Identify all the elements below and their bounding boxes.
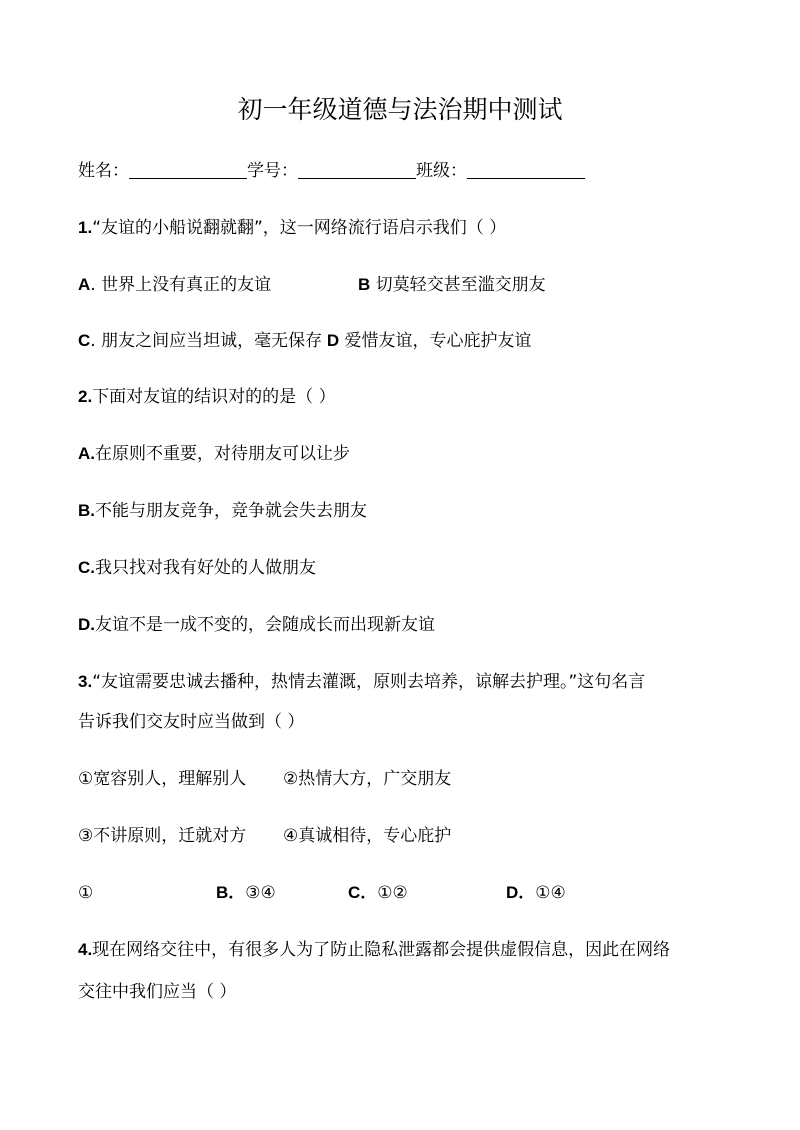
statement-1: ①宽容别人，理解别人 (78, 769, 247, 789)
question-text: 下面对友谊的结识对的的是（ ） (92, 387, 336, 407)
option-key: B． (216, 883, 246, 902)
name-blank[interactable] (129, 161, 247, 179)
page-title: 初一年级道德与法治期中测试 (237, 95, 563, 124)
statement-2: ②热情大方，广交朋友 (283, 769, 452, 789)
option-text: . 世界上没有真正的友谊 (90, 275, 272, 295)
option-key: D. (78, 615, 95, 634)
option-key: D． (506, 883, 536, 902)
option-key: B. (78, 501, 95, 520)
option-d[interactable] (506, 881, 566, 905)
question-3-options (78, 881, 718, 905)
option-b[interactable] (358, 273, 546, 297)
id-label: 学号： (247, 161, 298, 181)
question-number: 2. (78, 387, 93, 406)
option-text: . 朋友之间应当坦诚，毫无保存 (90, 331, 323, 351)
option-d[interactable] (78, 613, 435, 637)
class-blank[interactable] (467, 161, 585, 179)
statement-row-1 (78, 767, 718, 791)
option-key: C． (348, 883, 378, 902)
question-1-options-cd (78, 329, 532, 353)
option-key: A. (78, 444, 95, 463)
question-number: 3. (78, 672, 93, 691)
class-label: 班级： (416, 161, 467, 181)
name-label: 姓名： (78, 161, 129, 181)
question-3-continued: 告诉我们交友时应当做到（ ） (78, 712, 305, 732)
option-text: 爱惜友谊，专心庇护友谊 (339, 331, 532, 351)
option-text: ③④ (245, 883, 276, 903)
option-b[interactable] (78, 499, 367, 523)
option-text: ①② (377, 883, 408, 903)
question-text: “友谊需要忠诚去播种，热情去灌溉，原则去培养，谅解去护理。”这句名言 (92, 672, 646, 692)
option-text: ①④ (535, 883, 566, 903)
question-4-continued: 交往中我们应当（ ） (78, 982, 237, 1002)
option-text: 我只找对我有好处的人做朋友 (95, 558, 316, 578)
option-key: C. (78, 558, 95, 577)
option-text: 友谊不是一成不变的，会随成长而出现新友谊 (95, 615, 435, 635)
question-text: “友谊的小船说翻就翻”，这一网络流行语启示我们（ ） (92, 218, 507, 238)
option-c[interactable] (348, 881, 408, 905)
question-number: 1. (78, 218, 93, 237)
option-a[interactable]: ① (78, 883, 94, 903)
option-b[interactable] (216, 881, 276, 905)
question-2 (78, 385, 336, 409)
statement-3: ③不讲原则，迁就对方 (78, 826, 247, 846)
option-text: 不能与朋友竞争，竞争就会失去朋友 (95, 501, 367, 521)
statement-row-2 (78, 824, 718, 848)
option-c[interactable] (78, 331, 322, 351)
id-blank[interactable] (298, 161, 416, 179)
option-a[interactable] (78, 275, 271, 295)
option-text: 切莫轻交甚至滥交朋友 (370, 275, 546, 295)
question-1 (78, 216, 506, 240)
option-key: C (78, 331, 91, 350)
student-info-row (78, 159, 585, 183)
option-key: A (78, 275, 91, 294)
option-c[interactable] (78, 556, 316, 580)
question-number: 4. (78, 940, 93, 959)
option-text: 在原则不重要，对待朋友可以让步 (95, 444, 350, 464)
question-text: 现在网络交往中，有很多人为了防止隐私泄露都会提供虚假信息，因此在网络 (92, 940, 671, 960)
option-a[interactable] (78, 442, 350, 466)
statement-4: ④真诚相待，专心庇护 (283, 826, 452, 846)
option-key: D (322, 331, 340, 350)
question-1-options-ab (78, 273, 718, 297)
question-3 (78, 670, 645, 694)
question-4 (78, 938, 670, 962)
option-key: B (358, 275, 371, 294)
option-d[interactable] (322, 331, 531, 351)
